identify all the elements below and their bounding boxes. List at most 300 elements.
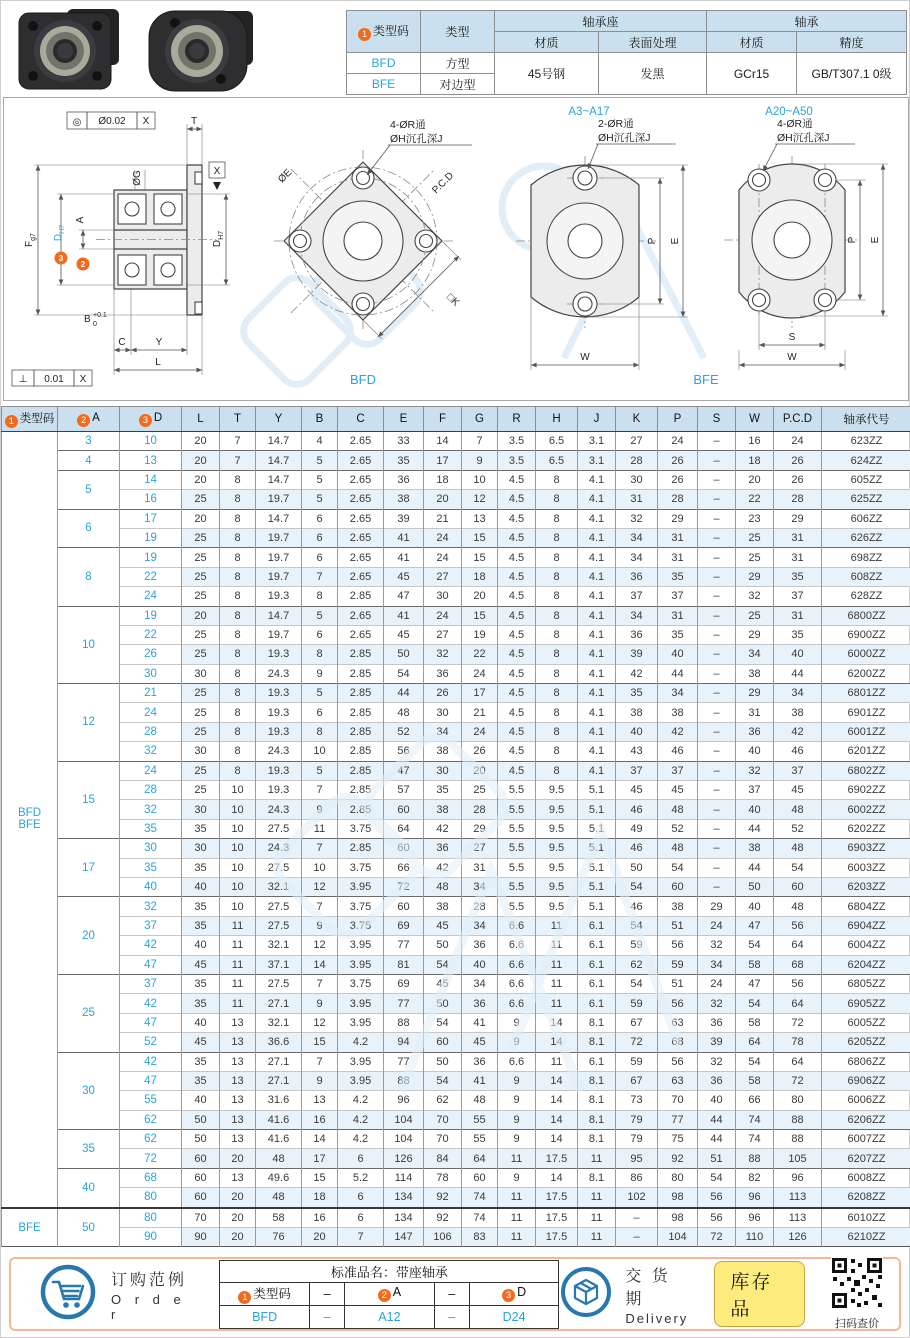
data-cell: 26 <box>774 470 822 489</box>
data-cell: 88 <box>774 1130 822 1149</box>
data-cell: 35 <box>384 451 424 470</box>
data-cell: 2.85 <box>338 684 384 703</box>
data-cell: 63 <box>658 1013 698 1032</box>
data-cell: 4.5 <box>498 587 536 606</box>
order-example-table <box>219 1260 559 1329</box>
table-row <box>2 839 910 858</box>
data-cell: 5.5 <box>498 781 536 800</box>
data-cell: 64 <box>774 936 822 955</box>
data-cell: 4 <box>302 432 338 451</box>
table-row <box>2 451 910 470</box>
table-row <box>2 1110 910 1129</box>
data-cell: 38 <box>616 703 658 722</box>
table-row <box>2 606 910 625</box>
data-cell: 70 <box>182 1208 220 1228</box>
data-cell: 8 <box>220 587 256 606</box>
data-cell: 31 <box>736 703 774 722</box>
a-value-cell: 6 <box>58 509 120 548</box>
data-cell: 15 <box>302 1033 338 1052</box>
type-code-cell: BFE <box>2 1208 58 1247</box>
dim-label-d-right: $D_{H7}$ <box>212 230 225 248</box>
data-cell: 17.5 <box>536 1188 578 1208</box>
data-cell: 54 <box>616 974 658 993</box>
bearing-code-cell: 6201ZZ <box>822 742 910 761</box>
data-cell: 4.5 <box>498 490 536 509</box>
table-row <box>2 1149 910 1168</box>
d-value-cell: 22 <box>120 625 182 644</box>
data-cell: 35 <box>182 897 220 916</box>
data-cell: 54 <box>736 936 774 955</box>
data-cell: 25 <box>182 625 220 644</box>
data-cell: – <box>698 858 736 877</box>
dim-label-c: C <box>118 337 126 348</box>
data-cell: 2.65 <box>338 606 384 625</box>
data-cell: 25 <box>182 645 220 664</box>
data-cell: 2.85 <box>338 587 384 606</box>
data-cell: 77 <box>658 1110 698 1129</box>
data-cell: 31 <box>658 548 698 567</box>
data-cell: 4.1 <box>578 567 616 586</box>
data-cell: 9.5 <box>536 800 578 819</box>
spec-housing-material: 45号钢 <box>495 53 599 95</box>
bfe2-dim-e: E <box>670 237 681 245</box>
data-cell: 114 <box>384 1168 424 1187</box>
data-cell: – <box>698 684 736 703</box>
data-cell: 4.1 <box>578 490 616 509</box>
column-header-6: Y <box>256 407 302 432</box>
data-cell: 25 <box>182 761 220 780</box>
data-cell: 7 <box>220 451 256 470</box>
data-cell: 8 <box>220 703 256 722</box>
data-cell: 25 <box>736 548 774 567</box>
data-cell: 11 <box>220 916 256 935</box>
data-cell: 19.7 <box>256 567 302 586</box>
data-cell: 92 <box>424 1188 462 1208</box>
data-cell: 24 <box>424 606 462 625</box>
column-header-2: 2 A <box>58 407 120 432</box>
data-cell: 35 <box>182 994 220 1013</box>
column-header-11: G <box>462 407 498 432</box>
spec-header-row <box>347 11 907 32</box>
data-cell: 24 <box>424 548 462 567</box>
data-cell: 78 <box>774 1033 822 1052</box>
data-cell: 9 <box>498 1013 536 1032</box>
data-cell: 14 <box>536 1110 578 1129</box>
data-cell: 38 <box>384 490 424 509</box>
bearing-code-cell: 606ZZ <box>822 509 910 528</box>
data-cell: 25 <box>182 684 220 703</box>
column-header-13: H <box>536 407 578 432</box>
data-cell: 47 <box>736 974 774 993</box>
d-value-cell: 47 <box>120 1071 182 1090</box>
data-cell: 4.5 <box>498 470 536 489</box>
data-cell: 54 <box>736 1052 774 1071</box>
data-cell: 8.1 <box>578 1071 616 1090</box>
data-cell: 27 <box>424 625 462 644</box>
data-cell: – <box>698 509 736 528</box>
data-cell: 8 <box>220 742 256 761</box>
data-cell: 60 <box>658 877 698 896</box>
data-cell: 27.5 <box>256 819 302 838</box>
data-cell: 11 <box>536 974 578 993</box>
data-cell: 41 <box>462 1071 498 1090</box>
data-cell: 41.6 <box>256 1110 302 1129</box>
data-cell: 8 <box>220 645 256 664</box>
table-row <box>2 509 910 528</box>
column-header-12: R <box>498 407 536 432</box>
table-row <box>2 1071 910 1090</box>
data-cell: 32 <box>424 645 462 664</box>
column-header-4: L <box>182 407 220 432</box>
data-cell: 58 <box>736 955 774 974</box>
data-cell: 110 <box>736 1228 774 1247</box>
data-cell: 8.1 <box>578 1168 616 1187</box>
data-cell: 54 <box>384 664 424 683</box>
data-cell: 64 <box>462 1149 498 1168</box>
data-cell: 5.1 <box>578 819 616 838</box>
data-cell: 4.1 <box>578 625 616 644</box>
spec-surface-treatment: 发黑 <box>599 53 707 95</box>
data-cell: 46 <box>774 742 822 761</box>
data-cell: 4.5 <box>498 761 536 780</box>
data-cell: 60 <box>384 839 424 858</box>
data-cell: 105 <box>774 1149 822 1168</box>
data-cell: 54 <box>424 955 462 974</box>
badge-icon: 1 <box>5 415 18 428</box>
qr-caption: 扫码查价 <box>835 1318 879 1330</box>
data-cell: – <box>698 722 736 741</box>
data-cell: 44 <box>736 858 774 877</box>
data-cell: 6.1 <box>578 1052 616 1071</box>
data-cell: 25 <box>182 703 220 722</box>
data-cell: 25 <box>462 781 498 800</box>
data-cell: 11 <box>536 916 578 935</box>
data-cell: 72 <box>774 1071 822 1090</box>
data-cell: 13 <box>220 1013 256 1032</box>
bfe2-dim-w: W <box>580 352 590 363</box>
data-cell: 19.3 <box>256 587 302 606</box>
data-cell: 59 <box>616 1052 658 1071</box>
data-cell: 88 <box>384 1071 424 1090</box>
data-cell: 9 <box>498 1130 536 1149</box>
data-cell: 50 <box>424 994 462 1013</box>
data-cell: 8 <box>536 548 578 567</box>
data-cell: 74 <box>462 1188 498 1208</box>
data-cell: – <box>698 606 736 625</box>
datum-ref-x: X <box>213 166 221 177</box>
data-cell: 49 <box>616 819 658 838</box>
data-cell: 94 <box>384 1033 424 1052</box>
example-dash: – <box>434 1305 469 1328</box>
d-value-cell: 16 <box>120 490 182 509</box>
data-cell: 17.5 <box>536 1149 578 1168</box>
data-cell: 42 <box>424 819 462 838</box>
data-cell: 37 <box>736 781 774 800</box>
data-cell: 37 <box>616 761 658 780</box>
bfe4-dim-w: W <box>787 352 797 363</box>
bfd-dim-k: □K <box>444 291 462 309</box>
data-cell: 14 <box>424 432 462 451</box>
spec-code-bfd: BFD <box>347 53 421 74</box>
data-cell: 8 <box>220 684 256 703</box>
table-row <box>2 722 910 741</box>
d-value-cell: 19 <box>120 548 182 567</box>
spec-bearing-precision: GB/T307.1 0级 <box>797 53 907 95</box>
data-cell: 44 <box>774 664 822 683</box>
data-cell: 60 <box>182 1188 220 1208</box>
data-cell: 60 <box>384 800 424 819</box>
data-cell: 37.1 <box>256 955 302 974</box>
data-cell: 11 <box>498 1208 536 1228</box>
data-cell: 13 <box>220 1033 256 1052</box>
data-cell: 54 <box>736 994 774 1013</box>
table-row <box>2 1208 910 1228</box>
d-value-cell: 21 <box>120 684 182 703</box>
data-cell: 17.5 <box>536 1228 578 1247</box>
data-cell: 14 <box>302 955 338 974</box>
data-cell: 39 <box>698 1033 736 1052</box>
data-cell: 47 <box>384 587 424 606</box>
data-cell: 22 <box>462 645 498 664</box>
spec-table <box>346 10 907 95</box>
data-cell: 6 <box>302 509 338 528</box>
data-cell: 35 <box>774 625 822 644</box>
data-cell: 20 <box>220 1188 256 1208</box>
data-cell: 72 <box>384 877 424 896</box>
data-cell: 36 <box>462 936 498 955</box>
data-cell: 26 <box>462 742 498 761</box>
d-value-cell: 80 <box>120 1208 182 1228</box>
data-cell: 14 <box>536 1130 578 1149</box>
d-value-cell: 42 <box>120 994 182 1013</box>
data-cell: 27.1 <box>256 994 302 1013</box>
data-cell: 126 <box>384 1149 424 1168</box>
data-cell: 34 <box>698 955 736 974</box>
data-cell: 42 <box>424 858 462 877</box>
data-cell: 34 <box>424 722 462 741</box>
data-cell: 9.5 <box>536 897 578 916</box>
data-cell: 2.65 <box>338 625 384 644</box>
data-cell: 2.65 <box>338 567 384 586</box>
data-cell: – <box>698 451 736 470</box>
data-cell: 12 <box>302 877 338 896</box>
data-cell: 45 <box>384 625 424 644</box>
data-cell: 3.95 <box>338 936 384 955</box>
data-cell: 3.75 <box>338 819 384 838</box>
data-cell: 68 <box>774 955 822 974</box>
data-cell: 8.1 <box>578 1033 616 1052</box>
data-cell: 22 <box>736 490 774 509</box>
data-cell: 11 <box>578 1188 616 1208</box>
data-cell: 64 <box>736 1033 774 1052</box>
data-cell: 9 <box>462 451 498 470</box>
data-cell: 50 <box>736 877 774 896</box>
product-photo-bfd <box>19 9 119 89</box>
bearing-code-cell: 6900ZZ <box>822 625 910 644</box>
data-cell: 38 <box>424 897 462 916</box>
data-cell: 7 <box>302 839 338 858</box>
data-cell: 10 <box>302 858 338 877</box>
data-cell: 104 <box>658 1228 698 1247</box>
data-cell: 60 <box>182 1149 220 1168</box>
data-cell: 14 <box>536 1071 578 1090</box>
data-cell: 9.5 <box>536 858 578 877</box>
data-cell: 14 <box>536 1168 578 1187</box>
data-cell: 8 <box>220 509 256 528</box>
data-cell: 6 <box>302 548 338 567</box>
data-cell: 12 <box>302 936 338 955</box>
data-cell: 36 <box>616 625 658 644</box>
data-cell: 11 <box>578 1208 616 1228</box>
bearing-code-cell: 6802ZZ <box>822 761 910 780</box>
data-cell: 30 <box>424 761 462 780</box>
data-cell: 50 <box>182 1130 220 1149</box>
table-row <box>2 761 910 780</box>
data-cell: 10 <box>220 897 256 916</box>
column-header-17: S <box>698 407 736 432</box>
data-cell: 14 <box>536 1013 578 1032</box>
data-cell: 4.1 <box>578 606 616 625</box>
d-value-cell: 42 <box>120 1052 182 1071</box>
data-cell: 56 <box>698 1208 736 1228</box>
bearing-code-cell: 6000ZZ <box>822 645 910 664</box>
bearing-code-cell: 6003ZZ <box>822 858 910 877</box>
data-cell: 13 <box>462 509 498 528</box>
badge-3-number: 3 <box>58 254 64 263</box>
data-cell: 37 <box>658 587 698 606</box>
data-cell: 10 <box>220 858 256 877</box>
data-cell: 4.2 <box>338 1110 384 1129</box>
data-cell: 11 <box>536 994 578 1013</box>
example-header-d: D <box>517 1285 527 1299</box>
data-cell: – <box>698 490 736 509</box>
data-cell: 34 <box>462 877 498 896</box>
d-value-cell: 35 <box>120 858 182 877</box>
data-cell: 7 <box>302 1052 338 1071</box>
column-header-5: T <box>220 407 256 432</box>
data-cell: 62 <box>616 955 658 974</box>
data-cell: 32 <box>736 587 774 606</box>
data-cell: – <box>698 781 736 800</box>
data-cell: 34 <box>616 606 658 625</box>
example-value-a: A12 <box>345 1305 434 1328</box>
standard-name-title: 标准品名：带座轴承 <box>220 1260 559 1282</box>
data-cell: 74 <box>462 1208 498 1228</box>
data-cell: 5.1 <box>578 839 616 858</box>
bearing-code-cell: 6904ZZ <box>822 916 910 935</box>
data-cell: 4.2 <box>338 1130 384 1149</box>
data-cell: 4.5 <box>498 703 536 722</box>
data-cell: 26 <box>774 451 822 470</box>
data-cell: 4.1 <box>578 645 616 664</box>
dimension-table-header-row <box>2 407 910 432</box>
data-cell: 27.5 <box>256 974 302 993</box>
data-cell: 6.5 <box>536 451 578 470</box>
data-cell: 51 <box>658 974 698 993</box>
data-cell: 20 <box>182 432 220 451</box>
data-cell: 8.1 <box>578 1110 616 1129</box>
data-cell: 49.6 <box>256 1168 302 1187</box>
data-cell: 36 <box>462 1052 498 1071</box>
badge-icon: 2 <box>77 414 90 427</box>
example-value-row <box>220 1305 559 1328</box>
d-value-cell: 24 <box>120 587 182 606</box>
data-cell: 25 <box>182 587 220 606</box>
data-cell: 4.1 <box>578 548 616 567</box>
data-cell: 8 <box>302 722 338 741</box>
data-cell: 30 <box>424 587 462 606</box>
data-cell: 27.5 <box>256 916 302 935</box>
table-row <box>2 645 910 664</box>
data-cell: 60 <box>384 897 424 916</box>
data-cell: 20 <box>220 1149 256 1168</box>
bearing-code-cell: 608ZZ <box>822 567 910 586</box>
data-cell: 50 <box>182 1110 220 1129</box>
data-cell: 36 <box>424 839 462 858</box>
data-cell: 58 <box>736 1071 774 1090</box>
data-cell: 34 <box>736 645 774 664</box>
bearing-code-cell: 6007ZZ <box>822 1130 910 1149</box>
data-cell: 59 <box>616 994 658 1013</box>
data-cell: 79 <box>616 1110 658 1129</box>
data-cell: 60 <box>182 1168 220 1187</box>
technical-drawings <box>3 97 909 401</box>
data-cell: 31 <box>774 528 822 547</box>
data-cell: 4.5 <box>498 722 536 741</box>
data-cell: 60 <box>424 1033 462 1052</box>
data-cell: 19.3 <box>256 684 302 703</box>
data-cell: 20 <box>220 1208 256 1228</box>
data-cell: 28 <box>658 490 698 509</box>
data-cell: 31 <box>658 606 698 625</box>
data-cell: 40 <box>736 800 774 819</box>
data-cell: 31.6 <box>256 1091 302 1110</box>
data-cell: 42 <box>774 722 822 741</box>
data-cell: 19.7 <box>256 548 302 567</box>
data-cell: 56 <box>658 1052 698 1071</box>
data-cell: 19.7 <box>256 528 302 547</box>
delivery-title-en: Delivery <box>625 1310 689 1326</box>
dimension-table <box>1 406 910 1247</box>
data-cell: 9 <box>498 1071 536 1090</box>
data-cell: 10 <box>220 781 256 800</box>
spec-code-bfe: BFE <box>347 74 421 95</box>
table-row <box>2 1013 910 1032</box>
bearing-code-cell: 605ZZ <box>822 470 910 489</box>
data-cell: 25 <box>736 528 774 547</box>
data-cell: 45 <box>616 781 658 800</box>
stock-item-badge: 库存品 <box>714 1261 805 1327</box>
data-cell: 74 <box>736 1110 774 1129</box>
data-cell: 8.1 <box>578 1013 616 1032</box>
data-cell: 46 <box>616 800 658 819</box>
data-cell: 45 <box>658 781 698 800</box>
table-row <box>2 567 910 586</box>
data-cell: 8 <box>220 664 256 683</box>
table-row <box>2 490 910 509</box>
data-cell: 13 <box>220 1110 256 1129</box>
data-cell: 8 <box>220 528 256 547</box>
data-cell: 24.3 <box>256 742 302 761</box>
data-cell: 8 <box>536 470 578 489</box>
data-cell: 88 <box>384 1013 424 1032</box>
data-cell: 7 <box>220 432 256 451</box>
data-cell: 88 <box>736 1149 774 1168</box>
data-cell: 4.5 <box>498 684 536 703</box>
dim-label-b: B <box>84 314 91 325</box>
data-cell: 4.1 <box>578 509 616 528</box>
data-cell: 50 <box>616 858 658 877</box>
